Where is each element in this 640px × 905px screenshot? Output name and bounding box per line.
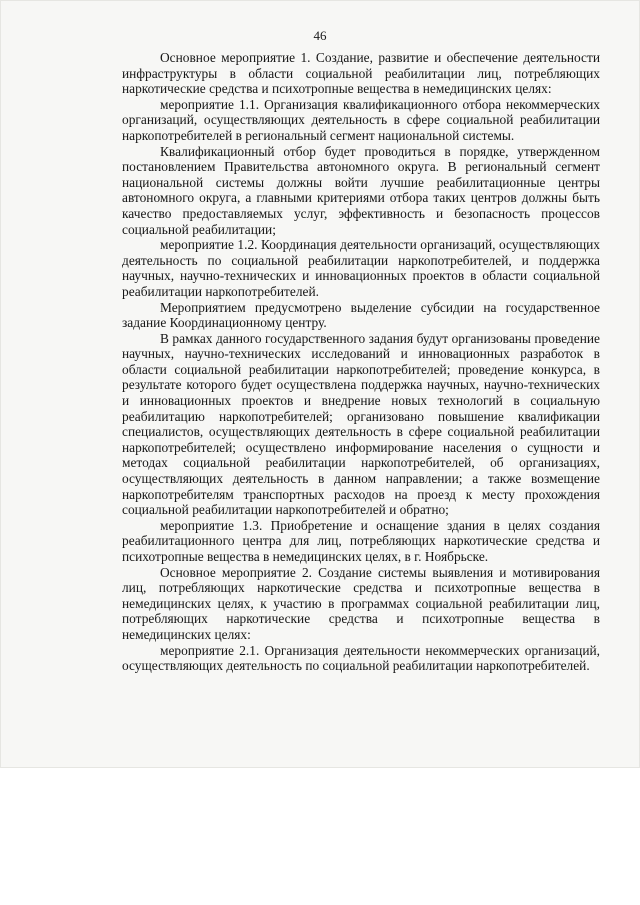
page-number: 46	[313, 28, 327, 43]
paragraph: В рамках данного государственного задания будут организованы проведение научных, научно-технических исследований и инновационных разработок в области социальной реабилитации наркопотребителей; проведение конкурса, в результате которого будет осуществлена поддержка научных, научно-технических и инновационных проектов и внедрение новых технологий в социальную реабилитацию наркопотребителей; организовано повышение квалификации специалистов, осуществляющих деятельность в сфере социальной реабилитации наркопотребителей; осуществлено информирование населения о сущности и методах социальной реабилитации наркопотребителей, об организациях, осуществляющих деятельность в данном направлении; а также возмещение наркопотребителям транспортных расходов на проезд к месту прохождения социальной реабилитации наркопотребителей и обратно;	[122, 330, 600, 518]
paragraph: Основное мероприятие 1. Создание, развитие и обеспечение деятельности инфраструктуры в области социальной реабилитации лиц, потребляющих наркотические средства и психотропные вещества в немедицинских целях:	[122, 50, 600, 97]
paragraph: мероприятие 1.1. Организация квалификационного отбора некоммерческих организаций, осуществляющих деятельность в сфере социальной реабилитации наркопотребителей в региональный сегмент национальной системы.	[122, 96, 600, 143]
paragraph: мероприятие 1.2. Координация деятельности организаций, осуществляющих деятельность по социальной реабилитации наркопотребителей, и поддержка научных, научно-технических и инновационных проектов в области социальной реабилитации наркопотребителей.	[122, 237, 600, 299]
paragraph: Основное мероприятие 2. Создание системы выявления и мотивирования лиц, потребляющих наркотические средства и психотропные вещества в немедицинских целях, к участию в программах социальной реабилитации лиц, потребляющих наркотические средства и психотропные вещества в немедицинских целях:	[122, 564, 600, 642]
paragraph: мероприятие 1.3. Приобретение и оснащение здания в целях создания реабилитационного центра для лиц, потребляющих наркотические средства и психотропные вещества в немедицинских целях, в г. Ноябрьске.	[122, 517, 600, 564]
paragraph: Квалификационный отбор будет проводиться в порядке, утвержденном постановлением Правительства автономного округа. В региональный сегмент национальной системы должны войти лучшие реабилитационные центры автономного округа, а главными критериями отбора таких центров должны быть качество предоставляемых услуг, эффективность и безопасность процессов социальной реабилитации;	[122, 143, 600, 237]
document-body	[122, 50, 600, 674]
paragraph: мероприятие 2.1. Организация деятельности некоммерческих организаций, осуществляющих деятельность по социальной реабилитации наркопотребителей.	[122, 642, 600, 674]
paragraph: Мероприятием предусмотрено выделение субсидии на государственное задание Координационному центру.	[122, 299, 600, 331]
